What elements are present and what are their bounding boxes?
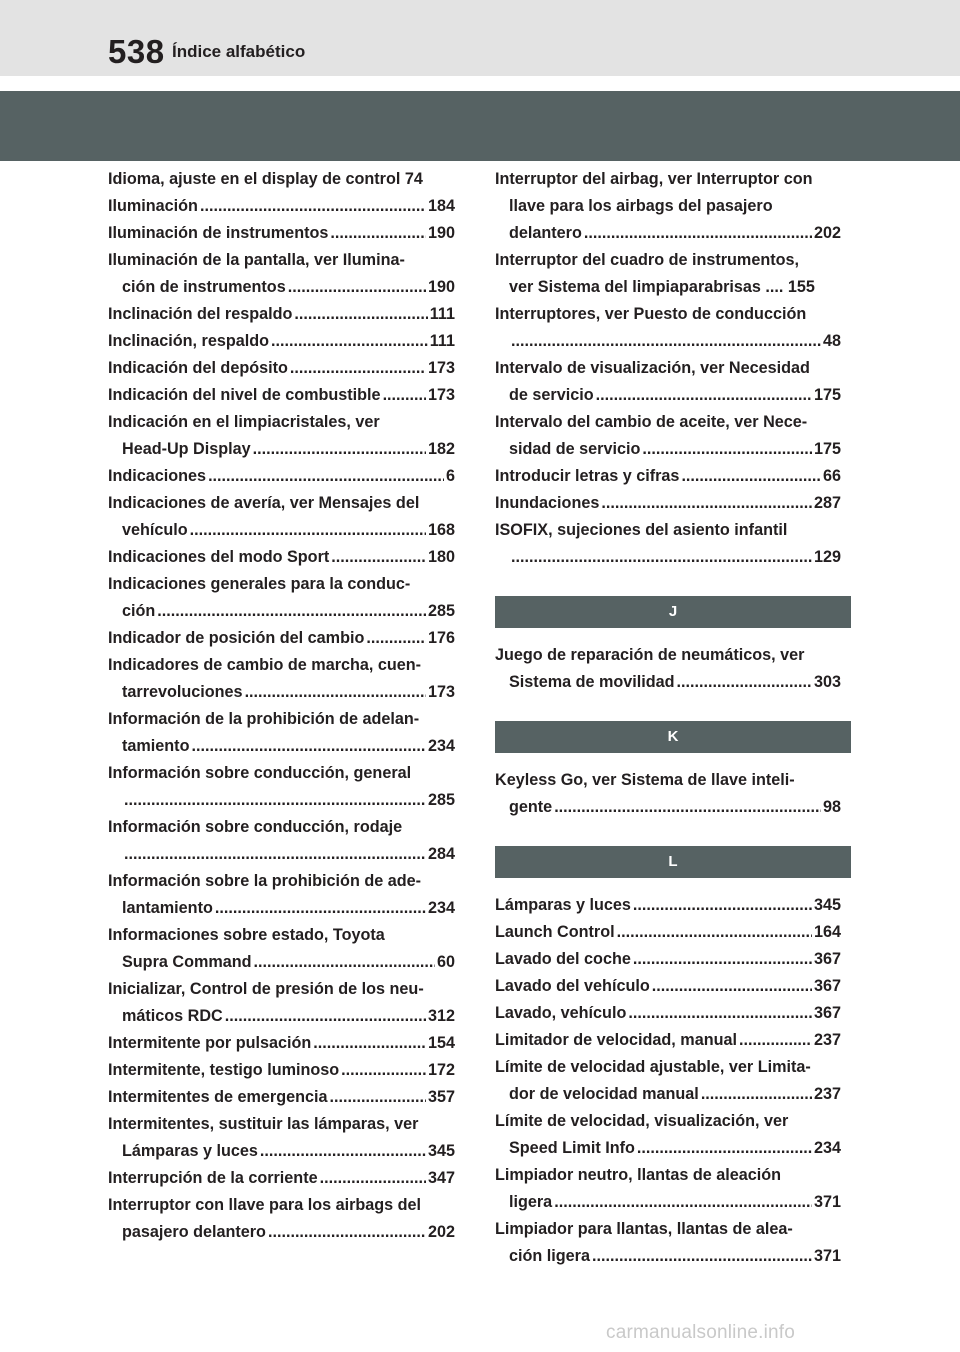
entry-term: Speed Limit Info bbox=[509, 1139, 635, 1157]
entry-term: Interruptor del airbag, ver Interruptor con bbox=[495, 170, 813, 188]
entry-page-number: 345 bbox=[427, 1142, 455, 1160]
entry-term: Lámparas y luces bbox=[122, 1142, 258, 1160]
entry-term: Límite de velocidad, visualización, ver bbox=[495, 1112, 789, 1130]
index-entry bbox=[495, 490, 841, 517]
leader-dots bbox=[628, 1000, 812, 1027]
entry-term: Supra Command bbox=[122, 953, 252, 971]
leader-dots bbox=[157, 598, 426, 625]
index-entry bbox=[495, 1162, 841, 1216]
entry-page-number: 234 bbox=[813, 1139, 841, 1157]
leader-dots bbox=[331, 544, 426, 571]
leader-dots bbox=[739, 1027, 812, 1054]
entry-term: vehículo bbox=[122, 521, 188, 539]
entry-term: Juego de reparación de neumáticos, ver bbox=[495, 646, 805, 664]
index-entry bbox=[495, 409, 841, 463]
entry-term: Información sobre conducción, general bbox=[108, 764, 412, 782]
entry-term: máticos RDC bbox=[122, 1007, 223, 1025]
entry-term: ver Sistema del limpiaparabrisas .... 155 bbox=[509, 278, 815, 296]
leader-dots bbox=[294, 301, 427, 328]
index-column-right bbox=[495, 166, 841, 1270]
leader-dots bbox=[511, 328, 821, 355]
entry-term: Intermitentes, sustituir las lámparas, ver bbox=[108, 1115, 419, 1133]
section-title: Índice alfabético bbox=[172, 42, 306, 61]
entry-term: tarrevoluciones bbox=[122, 683, 243, 701]
entry-term: Límite de velocidad ajustable, ver Limita- bbox=[495, 1058, 811, 1076]
leader-dots bbox=[511, 544, 812, 571]
entry-page-number: 175 bbox=[813, 440, 841, 458]
entry-page-number: 173 bbox=[427, 359, 455, 377]
entry-page-number: 357 bbox=[427, 1088, 455, 1106]
entry-term: Indicaciones generales para la conduc- bbox=[108, 575, 411, 593]
page-number: 538 bbox=[108, 33, 165, 70]
entry-page-number: 190 bbox=[427, 278, 455, 296]
entry-page-number: 284 bbox=[427, 845, 455, 863]
entry-page-number: 173 bbox=[427, 386, 455, 404]
entry-term: Lámparas y luces bbox=[495, 896, 631, 914]
index-entry bbox=[495, 301, 841, 355]
entry-term: Indicaciones del modo Sport bbox=[108, 548, 330, 566]
index-entry bbox=[108, 166, 455, 193]
entry-term: llave para los airbags del pasajero bbox=[509, 197, 773, 215]
entry-term: Intermitente por pulsación bbox=[108, 1034, 312, 1052]
entry-page-number: 234 bbox=[427, 737, 455, 755]
entry-page-number: 303 bbox=[813, 673, 841, 691]
entry-page-number: 184 bbox=[427, 197, 455, 215]
leader-dots bbox=[633, 946, 812, 973]
index-entry bbox=[495, 517, 841, 571]
index-entry bbox=[495, 1000, 841, 1027]
index-entry bbox=[108, 544, 455, 571]
entry-page-number: 367 bbox=[813, 1004, 841, 1022]
entry-term: lantamiento bbox=[122, 899, 213, 917]
leader-dots bbox=[592, 1243, 812, 1270]
leader-dots bbox=[320, 1165, 426, 1192]
leader-dots bbox=[200, 193, 426, 220]
entry-page-number: 168 bbox=[427, 521, 455, 539]
entry-term: Intervalo del cambio de aceite, ver Nece- bbox=[495, 413, 808, 431]
entry-page-number: 237 bbox=[813, 1085, 841, 1103]
entry-term: pasajero delantero bbox=[122, 1223, 266, 1241]
index-entry bbox=[108, 247, 455, 301]
leader-dots bbox=[330, 1084, 426, 1111]
leader-dots bbox=[253, 436, 426, 463]
entry-term: Informaciones sobre estado, Toyota bbox=[108, 926, 385, 944]
letter-header-j: J bbox=[495, 596, 851, 628]
entry-term: Indicadores de cambio de marcha, cuen- bbox=[108, 656, 422, 674]
leader-dots bbox=[554, 1189, 812, 1216]
index-entry bbox=[108, 571, 455, 625]
index-entry bbox=[108, 490, 455, 544]
index-entry bbox=[495, 463, 841, 490]
index-entry bbox=[495, 355, 841, 409]
entry-term: Indicaciones de avería, ver Mensajes del bbox=[108, 494, 420, 512]
entry-term: Inicializar, Control de presión de los neu- bbox=[108, 980, 424, 998]
entry-term: de servicio bbox=[509, 386, 594, 404]
entry-term: Intermitentes de emergencia bbox=[108, 1088, 328, 1106]
leader-dots bbox=[584, 220, 812, 247]
index-entry bbox=[495, 1054, 841, 1108]
entry-term: Intermitente, testigo luminoso bbox=[108, 1061, 340, 1079]
entry-page-number: 66 bbox=[822, 467, 841, 485]
leader-dots bbox=[681, 463, 821, 490]
index-entry bbox=[108, 382, 455, 409]
entry-term: Interrupción de la corriente bbox=[108, 1169, 318, 1187]
index-entry bbox=[108, 409, 455, 463]
leader-dots bbox=[596, 382, 812, 409]
entry-term: ligera bbox=[509, 1193, 553, 1211]
index-column-left bbox=[108, 166, 455, 1246]
leader-dots bbox=[554, 794, 821, 821]
leader-dots bbox=[313, 1030, 426, 1057]
leader-dots bbox=[191, 733, 426, 760]
index-entry bbox=[108, 760, 455, 814]
entry-term: sidad de servicio bbox=[509, 440, 641, 458]
entry-page-number: 176 bbox=[427, 629, 455, 647]
entry-term: delantero bbox=[509, 224, 582, 242]
leader-dots bbox=[637, 1135, 812, 1162]
leader-dots bbox=[208, 463, 444, 490]
index-entry bbox=[108, 625, 455, 652]
index-entry bbox=[108, 652, 455, 706]
entry-page-number: 371 bbox=[813, 1193, 841, 1211]
entry-term: Lavado del vehículo bbox=[495, 977, 650, 995]
entry-term: tamiento bbox=[122, 737, 190, 755]
leader-dots bbox=[601, 490, 812, 517]
index-entry bbox=[495, 1108, 841, 1162]
leader-dots bbox=[190, 517, 426, 544]
entry-page-number: 173 bbox=[427, 683, 455, 701]
index-entry bbox=[108, 1030, 455, 1057]
entry-page-number: 190 bbox=[427, 224, 455, 242]
leader-dots bbox=[617, 919, 812, 946]
leader-dots bbox=[290, 355, 426, 382]
entry-page-number: 182 bbox=[427, 440, 455, 458]
leader-dots bbox=[260, 1138, 426, 1165]
entry-term: Iluminación bbox=[108, 197, 198, 215]
header-bar bbox=[0, 0, 960, 76]
index-entry bbox=[108, 706, 455, 760]
index-entry bbox=[108, 463, 455, 490]
entry-term: Launch Control bbox=[495, 923, 615, 941]
leader-dots bbox=[271, 328, 428, 355]
leader-dots bbox=[330, 220, 426, 247]
index-entry bbox=[495, 1216, 841, 1270]
index-entry bbox=[108, 193, 455, 220]
entry-page-number: 202 bbox=[427, 1223, 455, 1241]
entry-term: Interruptores, ver Puesto de conducción bbox=[495, 305, 807, 323]
entry-term: Iluminación de instrumentos bbox=[108, 224, 329, 242]
index-entry bbox=[108, 301, 455, 328]
entry-page-number: 312 bbox=[427, 1007, 455, 1025]
leader-dots bbox=[652, 973, 812, 1000]
index-entry bbox=[495, 946, 841, 973]
entry-page-number: 129 bbox=[813, 548, 841, 566]
entry-page-number: 285 bbox=[427, 602, 455, 620]
header-band bbox=[0, 91, 960, 161]
entry-term: Keyless Go, ver Sistema de llave inteli- bbox=[495, 771, 795, 789]
leader-dots bbox=[677, 669, 812, 696]
leader-dots bbox=[268, 1219, 426, 1246]
index-entry bbox=[108, 328, 455, 355]
entry-page-number: 345 bbox=[813, 896, 841, 914]
index-entry bbox=[495, 767, 841, 821]
leader-dots bbox=[124, 787, 426, 814]
entry-page-number: 367 bbox=[813, 977, 841, 995]
entry-page-number: 234 bbox=[427, 899, 455, 917]
entry-term: Limpiador para llantas, llantas de alea- bbox=[495, 1220, 793, 1238]
entry-page-number: 154 bbox=[427, 1034, 455, 1052]
entry-term: dor de velocidad manual bbox=[509, 1085, 699, 1103]
entry-term: Interruptor con llave para los airbags del bbox=[108, 1196, 422, 1214]
entry-page-number: 111 bbox=[429, 305, 455, 323]
leader-dots bbox=[701, 1081, 812, 1108]
leader-dots bbox=[633, 892, 812, 919]
entry-page-number: 98 bbox=[822, 798, 841, 816]
leader-dots bbox=[341, 1057, 426, 1084]
entry-term: Información sobre la prohibición de ade- bbox=[108, 872, 422, 890]
entry-term: Intervalo de visualización, ver Necesidad bbox=[495, 359, 810, 377]
entry-term: Inclinación, respaldo bbox=[108, 332, 270, 350]
index-entry bbox=[108, 1057, 455, 1084]
leader-dots bbox=[124, 841, 426, 868]
entry-term: Indicación en el limpiacristales, ver bbox=[108, 413, 380, 431]
index-entry bbox=[495, 247, 841, 301]
entry-term: Lavado, vehículo bbox=[495, 1004, 627, 1022]
entry-term: Información sobre conducción, rodaje bbox=[108, 818, 403, 836]
letter-header-k: K bbox=[495, 721, 851, 753]
entry-term: Inundaciones bbox=[495, 494, 600, 512]
entry-term: ción bbox=[122, 602, 156, 620]
entry-page-number: 6 bbox=[445, 467, 455, 485]
entry-page-number: 180 bbox=[427, 548, 455, 566]
index-entry bbox=[108, 1111, 455, 1165]
index-entry bbox=[108, 1084, 455, 1111]
index-entry bbox=[108, 868, 455, 922]
entry-term: Indicador de posición del cambio bbox=[108, 629, 365, 647]
entry-page-number: 347 bbox=[427, 1169, 455, 1187]
leader-dots bbox=[254, 949, 435, 976]
leader-dots bbox=[215, 895, 426, 922]
index-entry bbox=[108, 355, 455, 382]
entry-page-number: 111 bbox=[429, 332, 455, 350]
entry-term: Limitador de velocidad, manual bbox=[495, 1031, 737, 1049]
entry-term: Iluminación de la pantalla, ver Ilumina- bbox=[108, 251, 405, 269]
watermark: carmanualsonline.info bbox=[606, 1322, 796, 1343]
entry-page-number: 287 bbox=[813, 494, 841, 512]
index-entry bbox=[495, 973, 841, 1000]
entry-term: ISOFIX, sujeciones del asiento infantil bbox=[495, 521, 788, 539]
entry-term: Indicación del depósito bbox=[108, 359, 288, 377]
entry-term: Idioma, ajuste en el display de control 74 bbox=[108, 170, 423, 188]
entry-page-number: 175 bbox=[813, 386, 841, 404]
entry-page-number: 60 bbox=[436, 953, 455, 971]
entry-term: Introducir letras y cifras bbox=[495, 467, 680, 485]
entry-term: gente bbox=[509, 798, 553, 816]
entry-page-number: 202 bbox=[813, 224, 841, 242]
index-entry bbox=[108, 1165, 455, 1192]
index-entry bbox=[108, 976, 455, 1030]
leader-dots bbox=[383, 382, 426, 409]
entry-term: ción ligera bbox=[509, 1247, 590, 1265]
entry-page-number: 285 bbox=[427, 791, 455, 809]
entry-page-number: 367 bbox=[813, 950, 841, 968]
leader-dots bbox=[288, 274, 426, 301]
leader-dots bbox=[245, 679, 426, 706]
entry-page-number: 172 bbox=[427, 1061, 455, 1079]
index-entry bbox=[495, 892, 841, 919]
entry-term: Indicación del nivel de combustible bbox=[108, 386, 381, 404]
leader-dots bbox=[225, 1003, 426, 1030]
index-entry bbox=[108, 922, 455, 976]
index-entry bbox=[108, 814, 455, 868]
index-entry bbox=[495, 919, 841, 946]
entry-page-number: 48 bbox=[822, 332, 841, 350]
entry-term: Limpiador neutro, llantas de aleación bbox=[495, 1166, 782, 1184]
entry-term: Interruptor del cuadro de instrumentos, bbox=[495, 251, 799, 269]
entry-term: Lavado del coche bbox=[495, 950, 631, 968]
entry-term: Sistema de movilidad bbox=[509, 673, 675, 691]
index-entry bbox=[108, 220, 455, 247]
entry-page-number: 371 bbox=[813, 1247, 841, 1265]
leader-dots bbox=[366, 625, 426, 652]
entry-term: Inclinación del respaldo bbox=[108, 305, 293, 323]
index-entry bbox=[495, 1027, 841, 1054]
letter-header-l: L bbox=[495, 846, 851, 878]
entry-term: Head-Up Display bbox=[122, 440, 251, 458]
index-entry bbox=[108, 1192, 455, 1246]
entry-term: ción de instrumentos bbox=[122, 278, 286, 296]
entry-term: Indicaciones bbox=[108, 467, 207, 485]
index-entry bbox=[495, 166, 841, 247]
entry-page-number: 237 bbox=[813, 1031, 841, 1049]
entry-page-number: 164 bbox=[813, 923, 841, 941]
leader-dots bbox=[642, 436, 812, 463]
entry-term: Información de la prohibición de adelan- bbox=[108, 710, 420, 728]
index-entry bbox=[495, 642, 841, 696]
